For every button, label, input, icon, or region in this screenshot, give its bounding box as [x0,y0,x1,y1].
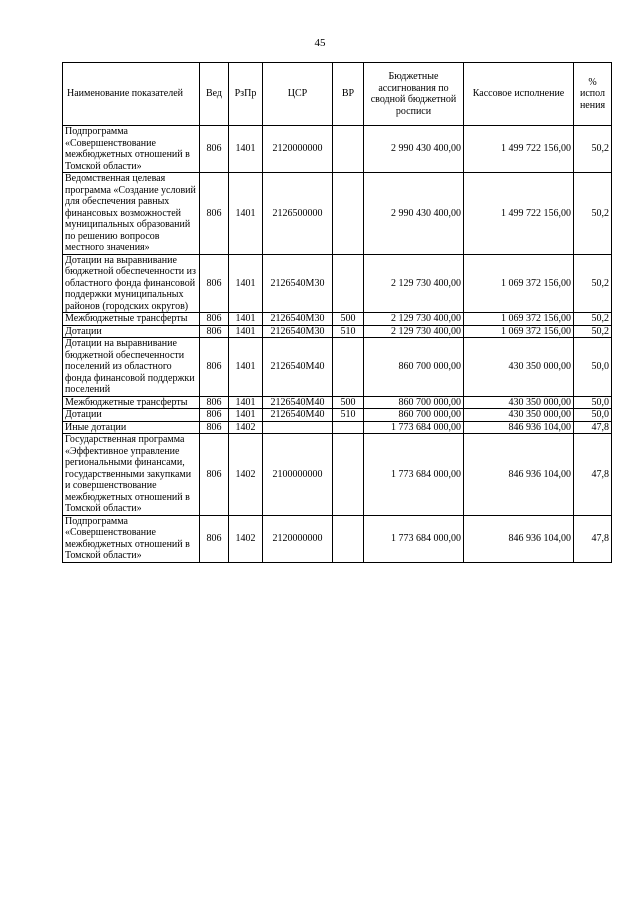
header-budget: Бюджетные ассигнования по сводной бюджетной росписи [364,63,464,126]
cell-pct: 50,2 [574,325,612,338]
table-row [63,409,612,422]
table-row [63,338,612,397]
cell-cash: 1 069 372 156,00 [464,313,574,326]
cell-ved: 806 [200,409,229,422]
cell-name: Подпрограмма «Совершенствование межбюджетных отношений в Томской области» [63,126,200,173]
cell-ved: 806 [200,126,229,173]
table-row [63,173,612,255]
cell-csr: 2126540М40 [263,409,333,422]
cell-ved: 806 [200,421,229,434]
cell-pct: 47,8 [574,421,612,434]
cell-budget: 2 129 730 400,00 [364,313,464,326]
cell-csr: 2126500000 [263,173,333,255]
header-rzpr: РзПр [229,63,263,126]
cell-pct: 50,2 [574,254,612,313]
cell-vr [333,338,364,397]
cell-cash: 430 350 000,00 [464,409,574,422]
cell-name: Ведомственная целевая программа «Создание условий для обеспечения равных финансовых возможностей муниципальных образований по решению вопросов местного значения» [63,173,200,255]
cell-pct: 50,0 [574,396,612,409]
cell-cash: 430 350 000,00 [464,396,574,409]
cell-csr: 2126540М40 [263,338,333,397]
cell-rzpr: 1401 [229,254,263,313]
cell-name: Межбюджетные трансферты [63,313,200,326]
cell-csr: 2126540М30 [263,254,333,313]
cell-rzpr: 1401 [229,173,263,255]
cell-vr [333,126,364,173]
table-row [63,126,612,173]
cell-vr [333,515,364,562]
cell-name: Государственная программа «Эффективное управление региональными финансами, государственными закупками и совершенствование межбюджетных отношений в Томской области» [63,434,200,516]
cell-ved: 806 [200,338,229,397]
cell-csr: 2126540М30 [263,325,333,338]
cell-csr: 2120000000 [263,515,333,562]
cell-ved: 806 [200,515,229,562]
cell-csr: 2100000000 [263,434,333,516]
cell-name: Иные дотации [63,421,200,434]
cell-budget: 860 700 000,00 [364,396,464,409]
cell-pct: 47,8 [574,515,612,562]
table-row [63,313,612,326]
cell-rzpr: 1401 [229,126,263,173]
header-cash: Кассовое исполнение [464,63,574,126]
cell-name: Дотации [63,325,200,338]
table-row [63,396,612,409]
cell-vr: 510 [333,325,364,338]
cell-pct: 47,8 [574,434,612,516]
cell-name: Межбюджетные трансферты [63,396,200,409]
cell-rzpr: 1401 [229,396,263,409]
cell-cash: 846 936 104,00 [464,421,574,434]
cell-csr: 2126540М30 [263,313,333,326]
cell-cash: 1 499 722 156,00 [464,126,574,173]
cell-name: Дотации на выравнивание бюджетной обеспеченности поселений из областного фонда финансовой поддержки поселений [63,338,200,397]
table-row [63,421,612,434]
page-number: 45 [314,37,326,49]
header-ved: Вед [200,63,229,126]
cell-csr: 2120000000 [263,126,333,173]
cell-rzpr: 1402 [229,434,263,516]
cell-vr: 510 [333,409,364,422]
cell-cash: 1 069 372 156,00 [464,254,574,313]
cell-vr [333,173,364,255]
cell-pct: 50,0 [574,338,612,397]
cell-ved: 806 [200,313,229,326]
cell-ved: 806 [200,173,229,255]
cell-budget: 2 129 730 400,00 [364,325,464,338]
cell-name: Дотации [63,409,200,422]
cell-cash: 1 499 722 156,00 [464,173,574,255]
cell-ved: 806 [200,254,229,313]
table-row [63,434,612,516]
cell-cash: 430 350 000,00 [464,338,574,397]
budget-execution-table [62,62,612,563]
cell-vr: 500 [333,396,364,409]
cell-rzpr: 1401 [229,338,263,397]
cell-name: Подпрограмма «Совершенствование межбюджетных отношений в Томской области» [63,515,200,562]
cell-rzpr: 1402 [229,515,263,562]
cell-budget: 860 700 000,00 [364,409,464,422]
cell-budget: 2 990 430 400,00 [364,173,464,255]
cell-vr [333,421,364,434]
cell-ved: 806 [200,325,229,338]
cell-name: Дотации на выравнивание бюджетной обеспеченности из областного фонда финансовой поддержки муниципальных районов (городских округов) [63,254,200,313]
cell-ved: 806 [200,396,229,409]
cell-cash: 846 936 104,00 [464,515,574,562]
header-name: Наименование показателей [63,63,200,126]
cell-ved: 806 [200,434,229,516]
cell-pct: 50,2 [574,173,612,255]
table-row [63,254,612,313]
cell-pct: 50,2 [574,313,612,326]
cell-budget: 860 700 000,00 [364,338,464,397]
cell-pct: 50,0 [574,409,612,422]
cell-vr [333,434,364,516]
cell-budget: 1 773 684 000,00 [364,421,464,434]
cell-budget: 2 129 730 400,00 [364,254,464,313]
cell-cash: 1 069 372 156,00 [464,325,574,338]
table-header-row [63,63,612,126]
header-vr: ВР [333,63,364,126]
cell-budget: 1 773 684 000,00 [364,515,464,562]
cell-cash: 846 936 104,00 [464,434,574,516]
header-pct: % испол нения [574,63,612,126]
cell-vr [333,254,364,313]
cell-pct: 50,2 [574,126,612,173]
cell-budget: 2 990 430 400,00 [364,126,464,173]
table-row [63,325,612,338]
cell-rzpr: 1402 [229,421,263,434]
header-csr: ЦСР [263,63,333,126]
cell-csr: 2126540М40 [263,396,333,409]
cell-rzpr: 1401 [229,409,263,422]
cell-vr: 500 [333,313,364,326]
cell-rzpr: 1401 [229,313,263,326]
cell-budget: 1 773 684 000,00 [364,434,464,516]
cell-csr [263,421,333,434]
cell-rzpr: 1401 [229,325,263,338]
table-row [63,515,612,562]
